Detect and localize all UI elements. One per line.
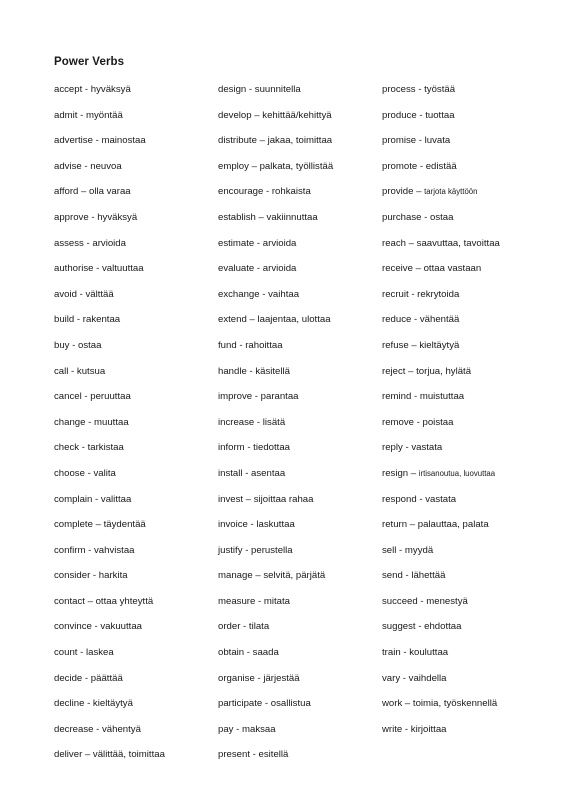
verb-entry: invoice - laskuttaa xyxy=(218,519,295,531)
verb-entry: produce - tuottaa xyxy=(382,109,455,121)
verb-entry: remove - poistaa xyxy=(382,416,454,428)
verb-entry: promise - luvata xyxy=(382,135,451,147)
verb-entry: check - tarkistaa xyxy=(54,442,124,454)
verb-entry: extend – laajentaa, ulottaa xyxy=(218,314,331,326)
verb-entry: estimate - arvioida xyxy=(218,237,297,249)
verb-entry: receive – ottaa vastaan xyxy=(382,263,482,275)
verb-entry: handle - käsitellä xyxy=(218,365,290,377)
verb-entry: accept - hyväksyä xyxy=(54,84,131,95)
verb-entry: advertise - mainostaa xyxy=(54,135,146,147)
verb-translation-small: tarjota käyttöön xyxy=(424,187,478,197)
verb-column-2 xyxy=(218,83,333,774)
verb-translation-small: irtisanoutua, luovuttaa xyxy=(418,468,496,478)
verb-entry: consider - harkita xyxy=(54,570,128,582)
verb-entry: send - lähettää xyxy=(382,570,446,582)
verb-entry: evaluate - arvioida xyxy=(218,263,297,275)
verb-entry: convince - vakuuttaa xyxy=(54,621,142,633)
verb-entry: complete – täydentää xyxy=(54,519,146,531)
verb-entry: sell - myydä xyxy=(382,544,434,556)
verb-entry: organise - järjestää xyxy=(218,672,300,684)
verb-entry: avoid - välttää xyxy=(54,288,114,300)
page-title: Power Verbs xyxy=(54,56,125,68)
verb-entry: establish – vakiinnuttaa xyxy=(218,211,318,223)
verb-entry: increase - lisätä xyxy=(218,416,286,428)
verb-entry: vary - vaihdella xyxy=(382,672,447,684)
verb-entry: employ – palkata, työllistää xyxy=(218,160,334,172)
verb-entry: measure - mitata xyxy=(218,595,290,607)
verb-entry: justify - perustella xyxy=(218,544,293,556)
verb-entry: contact – ottaa yhteyttä xyxy=(54,595,154,607)
verb-entry: build - rakentaa xyxy=(54,314,121,326)
verb-entry xyxy=(382,467,500,493)
verb-column-1 xyxy=(54,83,165,774)
verb-entry: encourage - rohkaista xyxy=(218,186,311,198)
verb-entry: recruit - rekrytoida xyxy=(382,288,460,300)
verb-entry: admit - myöntää xyxy=(54,109,123,121)
verb-entry: assess - arvioida xyxy=(54,237,126,249)
verb-entry: design - suunnitella xyxy=(218,84,301,95)
verb-entry: complain - valittaa xyxy=(54,493,132,505)
verb-entry: change - muuttaa xyxy=(54,416,129,428)
verb-entry: inform - tiedottaa xyxy=(218,442,290,454)
verb-entry: decide - päättää xyxy=(54,672,123,684)
verb-entry: participate - osallistua xyxy=(218,698,311,710)
verb-entry: improve - parantaa xyxy=(218,391,299,403)
verb-entry: afford – olla varaa xyxy=(54,186,131,198)
verb-entry: train - kouluttaa xyxy=(382,647,449,659)
verb-entry: invest – sijoittaa rahaa xyxy=(218,493,314,505)
verb-entry: write - kirjoittaa xyxy=(382,723,447,735)
verb-entry: suggest - ehdottaa xyxy=(382,621,462,633)
verb-entry: authorise - valtuuttaa xyxy=(54,263,144,275)
verb-term: provide – xyxy=(382,186,425,198)
verb-entry: distribute – jakaa, toimittaa xyxy=(218,135,333,147)
verb-entry: exchange - vaihtaa xyxy=(218,288,300,300)
verb-entry: return – palauttaa, palata xyxy=(382,519,489,531)
verb-entry: develop – kehittää/kehittyä xyxy=(218,109,332,121)
verb-entry: cancel - peruuttaa xyxy=(54,391,131,403)
verb-entry: decline - kieltäytyä xyxy=(54,698,133,710)
verb-entry: order - tilata xyxy=(218,621,270,633)
verb-entry: reply - vastata xyxy=(382,442,443,454)
verb-entry: fund - rahoittaa xyxy=(218,339,283,351)
verb-entry: count - laskea xyxy=(54,647,114,659)
verb-entry: work – toimia, työskennellä xyxy=(382,698,498,710)
verb-entry: install - asentaa xyxy=(218,467,286,479)
verb-entry: reduce - vähentää xyxy=(382,314,460,326)
verb-entry: process - työstää xyxy=(382,84,456,95)
verb-entry: manage – selvitä, pärjätä xyxy=(218,570,326,582)
verb-term: resign – xyxy=(382,467,419,479)
verb-entry: reject – torjua, hylätä xyxy=(382,365,472,377)
verb-entry: obtain - saada xyxy=(218,647,279,659)
verb-entry: choose - valita xyxy=(54,467,116,479)
verb-entry: confirm - vahvistaa xyxy=(54,544,135,556)
verb-entry: deliver – välittää, toimittaa xyxy=(54,749,165,761)
verb-column-3 xyxy=(382,83,500,748)
verb-entry: promote - edistää xyxy=(382,160,457,172)
verb-entry: advise - neuvoa xyxy=(54,160,122,172)
verb-entry: decrease - vähentyä xyxy=(54,723,141,735)
verb-entry: refuse – kieltäytyä xyxy=(382,339,460,351)
verb-entry: buy - ostaa xyxy=(54,339,102,351)
verb-entry: pay - maksaa xyxy=(218,723,276,735)
verb-entry: call - kutsua xyxy=(54,365,106,377)
verb-entry: succeed - menestyä xyxy=(382,595,468,607)
verb-entry: approve - hyväksyä xyxy=(54,211,138,223)
verb-entry: remind - muistuttaa xyxy=(382,391,465,403)
verb-entry xyxy=(382,185,500,211)
verb-entry: present - esitellä xyxy=(218,749,289,761)
verb-entry: reach – saavuttaa, tavoittaa xyxy=(382,237,500,249)
verb-entry: purchase - ostaa xyxy=(382,211,454,223)
verb-entry: respond - vastata xyxy=(382,493,457,505)
